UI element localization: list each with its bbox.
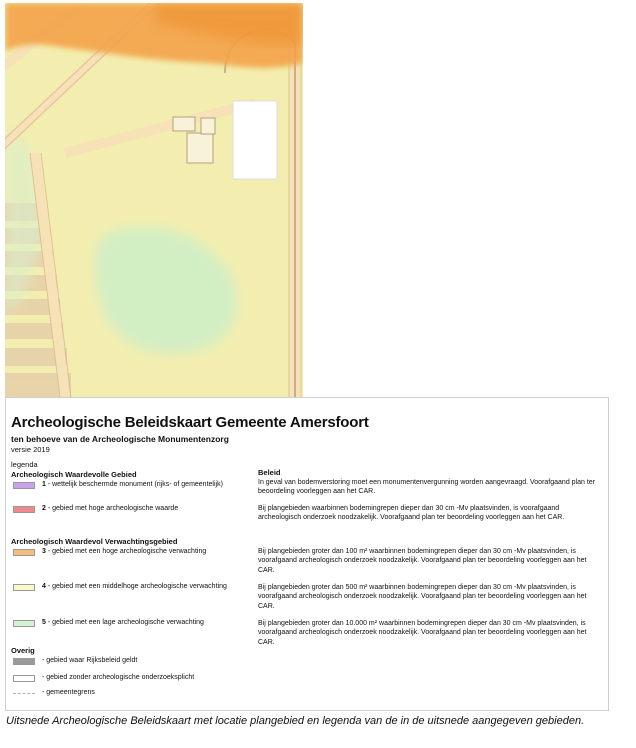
- policy-text-4: Bij plangebieden groter dan 500 m² waarbinnen bodemingrepen dieper dan 30 cm -Mv plaatsvinden, is voorafgaand archeologisch onderzoek noodzakelijk. Voorafgaand plan ter beoordeling voorleggen aan het CAR.: [258, 584, 587, 610]
- legend-item-5: [42, 619, 204, 626]
- policy-text-2: Bij plangebieden waarbinnen bodemingrepen dieper dan 30 cm -Mv plaatsvinden, is voorafgaand archeologisch onderzoek noodzakelijk. Voorafgaand plan ter beoordeling voorleggen aan het CAR.: [258, 505, 565, 522]
- policy-text-1: In geval van bodemverstoring moet een monumentenvergunning worden aangevraagd. Voorafgaand plan ter beoordeling voorleggen aan het CAR.: [258, 479, 596, 496]
- group-heading-verwachting: Archeologisch Waardevol Verwachtingsgebied: [11, 537, 178, 546]
- legend-item-number: 1: [42, 481, 46, 488]
- legend-item-4: [42, 583, 227, 590]
- legend-swatch-5: [13, 620, 35, 627]
- figure-caption: Uitsnede Archeologische Beleidskaart met locatie plangebied en legenda van de in de uitsnede aangegeven gebieden.: [6, 715, 585, 727]
- legend-item-rijksbeleid: - gebied waar Rijksbeleid geldt: [42, 657, 138, 664]
- group-heading-waardevol: Archeologisch Waardevolle Gebied: [11, 470, 137, 479]
- legend-item-number: 5: [42, 619, 46, 626]
- legend-line-gemeentegrens: [13, 693, 35, 694]
- legend-item-text: - gebied met een lage archeologische verwachting: [45, 619, 204, 626]
- legend-item-gemeentegrens: - gemeentegrens: [42, 689, 95, 696]
- legend-item-3: [42, 548, 206, 555]
- legend-swatch-3: [13, 549, 35, 556]
- legend-swatch-4: [13, 584, 35, 591]
- policy-text-3: Bij plangebieden groter dan 100 m² waarbinnen bodemingrepen dieper dan 30 cm -Mv plaatsvinden, is voorafgaand archeologisch onderzoek noodzakelijk. Voorafgaand plan ter beoordeling voorleggen aan het CAR.: [258, 548, 587, 574]
- group-heading-overig: Overig: [11, 646, 35, 655]
- legend-swatch-rijksbeleid: [13, 658, 35, 665]
- legend-item-geen-onderzoeksplicht: - gebied zonder archeologische onderzoeksplicht: [42, 674, 195, 681]
- policy-text-5: Bij plangebieden groter dan 10.000 m² waarbinnen bodemingrepen dieper dan 30 cm -Mv plaatsvinden, is voorafgaand archeologisch onderzoek noodzakelijk. Voorafgaand plan ter beoordeling voorleggen aan het CAR.: [258, 620, 587, 646]
- legend-swatch-geen-onderzoeksplicht: [13, 675, 35, 682]
- legend-item-number: 3: [42, 548, 46, 555]
- map-excerpt[interactable]: [5, 3, 303, 397]
- legend-label: legenda: [11, 460, 38, 469]
- legend-item-text: - wettelijk beschermde monument (rijks- of gemeentelijk): [45, 481, 223, 488]
- legend-swatch-2: [13, 506, 35, 513]
- policy-heading: Beleid: [258, 468, 281, 477]
- legend-panel: [5, 397, 609, 711]
- building-large: [233, 101, 277, 179]
- legend-item-2: [42, 505, 178, 512]
- legend-item-text: - gebied met een hoge archeologische verwachting: [45, 548, 207, 555]
- legend-swatch-1: [13, 482, 35, 489]
- legend-version: versie 2019: [11, 445, 50, 454]
- legend-title: Archeologische Beleidskaart Gemeente Amersfoort: [11, 414, 369, 431]
- legend-item-number: 2: [42, 505, 46, 512]
- legend-item-text: - gebied met een middelhoge archeologische verwachting: [45, 583, 227, 590]
- map-svg: [5, 3, 303, 397]
- legend-item-text: - gebied met hoge archeologische waarde: [45, 505, 179, 512]
- legend-item-number: 4: [42, 583, 46, 590]
- legend-item-1: [42, 481, 223, 488]
- legend-subtitle: ten behoeve van de Archeologische Monumentenzorg: [11, 434, 229, 444]
